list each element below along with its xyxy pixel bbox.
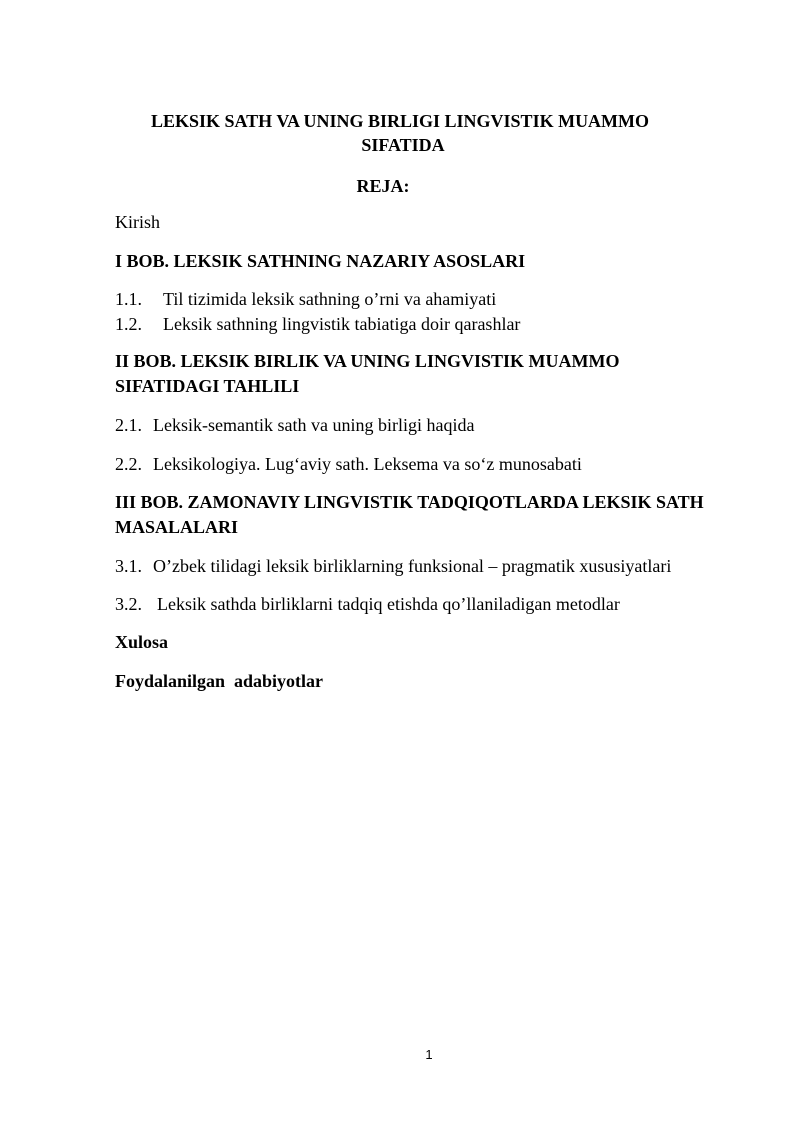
item-number: 3.1. [115, 556, 142, 576]
conclusion-item: Xulosa [115, 632, 169, 652]
list-item [115, 313, 520, 335]
item-text: Leksik-semantik sath va uning birligi haqida [153, 415, 475, 435]
document-title-line-1: LEKSIK SATH VA UNING BIRLIGI LINGVISTIK MUAMMO [150, 111, 650, 131]
item-text: O’zbek tilidagi leksik birliklarning funksional – pragmatik xususiyatlari [153, 556, 672, 576]
chapter3-heading-line-2: MASALALARI [115, 517, 239, 537]
list-item [115, 414, 474, 436]
chapter1-heading: I BOB. LEKSIK SATHNING NAZARIY ASOSLARI [115, 251, 526, 271]
item-number: 1.1. [115, 289, 142, 309]
intro-item: Kirish [115, 212, 160, 232]
list-item [115, 453, 582, 475]
item-number: 2.1. [115, 415, 142, 435]
item-number: 3.2. [115, 594, 142, 614]
item-text: Leksik sathning lingvistik tabiatiga doir qarashlar [163, 314, 521, 334]
chapter2-heading-line-1: II BOB. LEKSIK BIRLIK VA UNING LINGVISTIK MUAMMO [115, 351, 620, 371]
item-text: Leksikologiya. Lug‘aviy sath. Leksema va so‘z munosabati [153, 454, 582, 474]
item-number: 1.2. [115, 314, 142, 334]
list-item [115, 593, 620, 615]
chapter3-heading-line-1: III BOB. ZAMONAVIY LINGVISTIK TADQIQOTLARDA LEKSIK SATH [115, 492, 704, 512]
references-item: Foydalanilgan adabiyotlar [115, 671, 324, 691]
item-text: Til tizimida leksik sathning o’rni va ahamiyati [163, 289, 497, 309]
item-text: Leksik sathda birliklarni tadqiq etishda qo’llaniladigan metodlar [157, 594, 620, 614]
list-item [115, 288, 496, 310]
item-number: 2.2. [115, 454, 142, 474]
chapter2-heading-line-2: SIFATIDAGI TAHLILI [115, 376, 300, 396]
plan-heading: REJA: [356, 176, 410, 196]
document-title-line-2: SIFATIDA [361, 135, 445, 155]
list-item [115, 555, 671, 577]
page-number: 1 [425, 1047, 433, 1062]
